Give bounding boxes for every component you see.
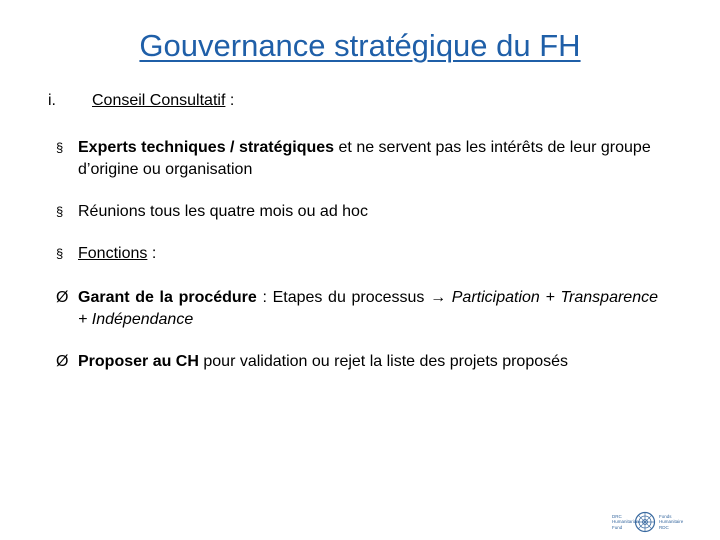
logo-left-line: Fund xyxy=(612,524,623,530)
bullet-bold-text: Experts techniques / stratégiques xyxy=(78,139,335,156)
logo-left-text xyxy=(612,514,639,530)
section-heading-label: Conseil Consultatif xyxy=(92,92,226,109)
bullet-text: Réunions tous les quatre mois ou ad hoc xyxy=(78,203,368,220)
logo-right-line: Fonds xyxy=(659,514,672,520)
section-heading xyxy=(92,90,234,112)
arrow-item-rest: : Etapes du processus → xyxy=(256,289,452,306)
logo-right-line: RDC xyxy=(659,524,669,530)
arrow-marker: Ø xyxy=(56,289,69,306)
bullet-marker: § xyxy=(56,204,64,219)
logo-left-line: Humanitarian xyxy=(612,519,639,525)
page-title: Gouvernance stratégique du FH xyxy=(139,28,581,63)
arrow-item-bold: Garant de la procédure xyxy=(78,289,257,306)
section-number: i. xyxy=(48,92,56,109)
arrow-item-rest: pour validation ou rejet la liste des projets proposés xyxy=(198,353,569,370)
bullet-text xyxy=(78,243,668,265)
un-emblem-icon xyxy=(634,511,656,533)
arrow-item-text xyxy=(78,287,658,331)
bullet-rest-text: et ne servent pas les intérêts de leur groupe d’origine ou organisation xyxy=(78,139,651,178)
logo-right-line: Humanitaire xyxy=(659,519,684,525)
arrow-item-italic: Participation + Transparence + Indépendance xyxy=(78,289,658,328)
logo-left-line: DRC xyxy=(612,514,622,520)
bullet-text xyxy=(78,137,668,181)
arrow-item-bold: Proposer au CH xyxy=(78,353,199,370)
bullet-marker: § xyxy=(56,246,64,261)
bullet-rest-text: : xyxy=(147,245,157,262)
bullet-underlined-text: Fonctions xyxy=(78,245,148,262)
arrow-item-text xyxy=(78,351,668,373)
arrow-marker: Ø xyxy=(56,353,69,370)
fund-logo xyxy=(612,508,684,536)
bullet-marker: § xyxy=(56,140,64,155)
logo-right-text xyxy=(659,514,684,530)
section-heading-suffix: : xyxy=(225,92,235,109)
